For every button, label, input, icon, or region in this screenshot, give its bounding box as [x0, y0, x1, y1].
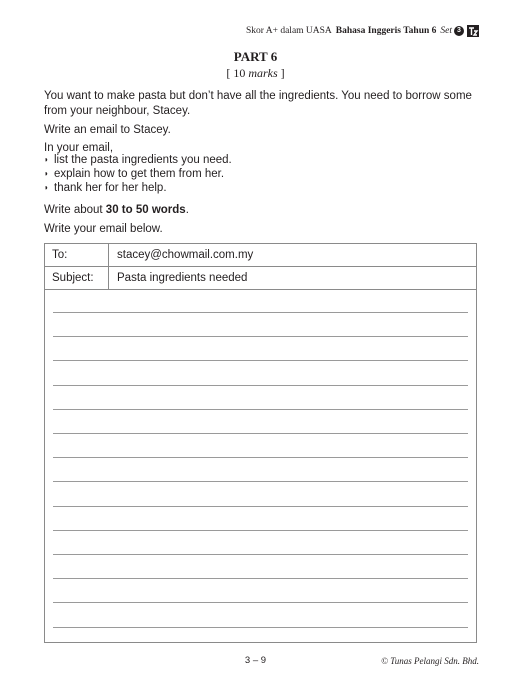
- task-description: You want to make pasta but don’t have all the ingredients. You need to borrow some from your neighbour, Stacey.: [44, 90, 472, 117]
- email-form: [44, 243, 477, 643]
- writing-line: [53, 602, 468, 603]
- writing-line: [53, 385, 468, 386]
- to-row: [45, 244, 476, 267]
- running-header: [246, 25, 479, 37]
- list-item: ◗ explain how to get them from her.: [44, 168, 225, 180]
- copyright: © Tunas Pelangi Sdn. Bhd.: [381, 656, 479, 666]
- page-number: 3 – 9: [244, 655, 267, 666]
- writing-line: [53, 530, 468, 531]
- writing-line: [53, 433, 468, 434]
- word-limit: Write about 30 to 50 words.: [44, 204, 189, 216]
- subject-label: Subject:: [45, 267, 109, 289]
- writing-line: [53, 506, 468, 507]
- part-title: PART 6: [233, 49, 278, 64]
- bullet-arrow-icon: ◗: [44, 155, 49, 164]
- content-points: [44, 153, 232, 195]
- writing-line: [53, 336, 468, 337]
- bullet-arrow-icon: ◗: [44, 183, 49, 192]
- writing-line: [53, 627, 468, 628]
- to-label: To:: [45, 244, 109, 266]
- task-instruction: Write an email to Stacey.: [44, 124, 171, 136]
- publisher-logo-icon: [467, 25, 479, 37]
- writing-line: [53, 578, 468, 579]
- to-value: stacey@chowmail.com.my: [117, 249, 254, 261]
- write-below-instruction: Write your email below.: [44, 223, 163, 235]
- bullet-arrow-icon: ◗: [44, 169, 49, 178]
- book-series: Skor A+ dalam UASA: [245, 26, 332, 36]
- subject-row: [45, 267, 476, 290]
- set-label: Set: [440, 26, 452, 36]
- writing-line: [53, 312, 468, 313]
- writing-line: [53, 554, 468, 555]
- writing-line: [53, 481, 468, 482]
- writing-line: [53, 409, 468, 410]
- marks-label: [ 10 marks ]: [226, 66, 285, 80]
- writing-line: [53, 360, 468, 361]
- book-subject: Bahasa Inggeris Tahun 6: [335, 26, 437, 36]
- email-intro: In your email,: [44, 142, 114, 154]
- list-item: ◗ list the pasta ingredients you need.: [44, 154, 232, 166]
- writing-line: [53, 457, 468, 458]
- writing-area[interactable]: [53, 290, 468, 642]
- set-number-badge: 3: [454, 26, 464, 36]
- subject-value: Pasta ingredients needed: [117, 272, 248, 284]
- list-item: ◗ thank her for her help.: [44, 182, 167, 194]
